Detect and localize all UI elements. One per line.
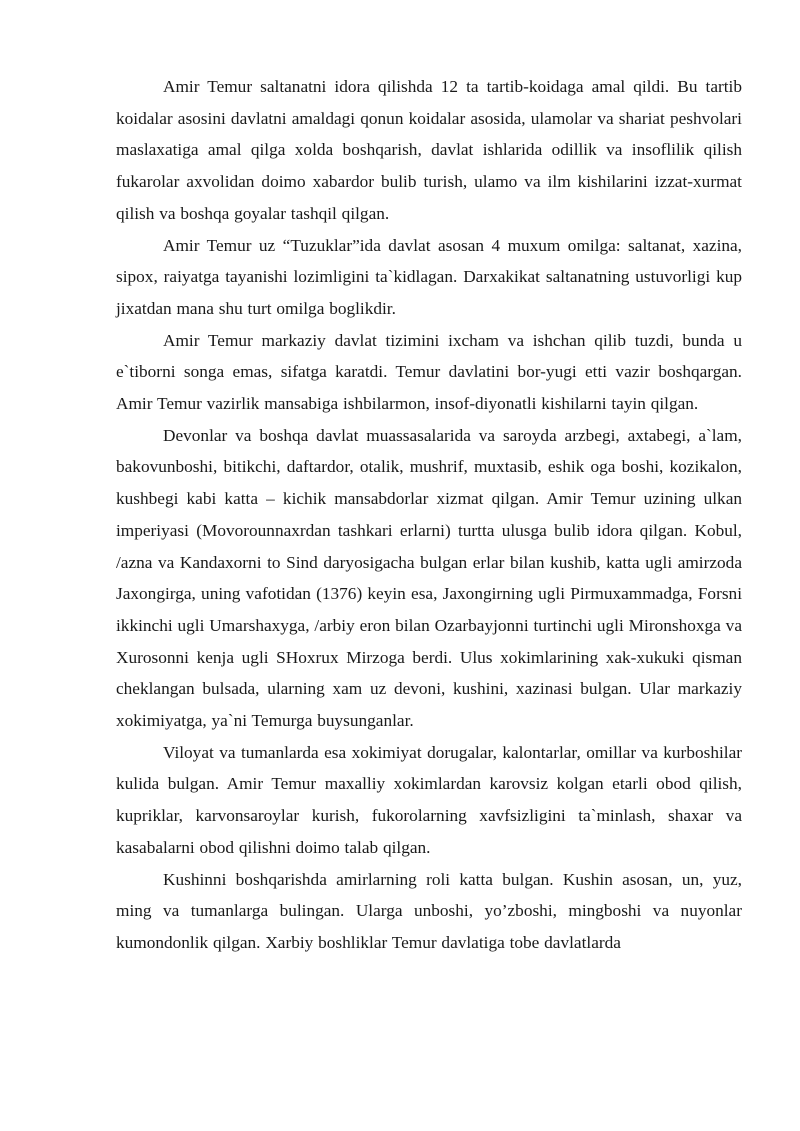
paragraph-4: Devonlar va boshqa davlat muassasalarida va saroyda arzbegi, axtabegi, a`lam, bakovunboshi, bitikchi, daftardor, otalik, mushrif, muxtasib, eshik oga boshi, kozikalon, kushbegi kabi katta – kichik mansabdorlar xizmat qilgan. Amir Temur uzining ulkan imperiyasi (Movorounnaxrdan tashkari erlarni) turtta ulusga bulib idora qilgan. Kobul, /azna va Kandaxorni to Sind daryosigacha bulgan erlar bilan kushib, katta ugli amirzoda Jaxongirga, uning vafotidan (1376) keyin esa, Jaxongirning ugli Pirmuxammadga, Forsni ikkinchi ugli Umarshaxyga, /arbiy eron bilan Ozarbayjonni turtinchi ugli Mironshoxga va Xurosonni kenja ugli SHoxrux Mirzoga berdi. Ulus xokimlarining xak-xukuki qisman cheklangan bulsada, ularning xam uz devoni, kushini, xazinasi bulgan. Ular markaziy xokimiyatga, ya`ni Temurga buysunganlar. bbox=[116, 425, 742, 731]
paragraph-2: Amir Temur uz “Tuzuklar”ida davlat asosan 4 muxum omilga: saltanat, xazina, sipox, raiyatga tayanishi lozimligini ta`kidlagan. Darxakikat saltanatning ustuvorligi kup jixatdan mana shu turt omilga boglikdir. bbox=[116, 235, 742, 318]
paragraph-1: Amir Temur saltanatni idora qilishda 12 ta tartib-koidaga amal qildi. Bu tartib koidalar asosini davlatni amaldagi qonun koidalar asosida, ulamolar va shariat peshvolari maslaxatiga amal qilga xolda boshqarish, davlat ishlarida odillik va insoflilik qilish fukarolar axvolidan doimo xabardor bulib turish, ulamo va ilm kishilarini izzat-xurmat qilish va boshqa goyalar tashqil qilgan. bbox=[116, 77, 742, 223]
paragraph-3: Amir Temur markaziy davlat tizimini ixcham va ishchan qilib tuzdi, bunda u e`tiborni songa emas, sifatga karatdi. Temur davlatini bor-yugi etti vazir boshqargan. Amir Temur vazirlik mansabiga ishbilarmon, insof-diyonatli kishilarni tayin qilgan. bbox=[116, 330, 742, 414]
paragraph-5: Viloyat va tumanlarda esa xokimiyat dorugalar, kalontarlar, omillar va kurboshilar kulida bulgan. Amir Temur maxalliy xokimlardan karovsiz kolgan etarli obod qilish, kupriklar, karvonsaroylar kurish, fukorolarning xavfsizligini ta`minlash, shaxar va kasabalarni obod qilishni doimo talab qilgan. bbox=[116, 742, 742, 857]
document-body bbox=[116, 71, 742, 959]
paragraph-6: Kushinni boshqarishda amirlarning roli katta bulgan. Kushin asosan, un, yuz, ming va tumanlarga bulingan. Ularga unboshi, yo’zboshi, mingboshi va nuyonlar kumondonlik qilgan. Xarbiy boshliklar Temur davlatiga tobe davlatlarda bbox=[116, 869, 742, 952]
